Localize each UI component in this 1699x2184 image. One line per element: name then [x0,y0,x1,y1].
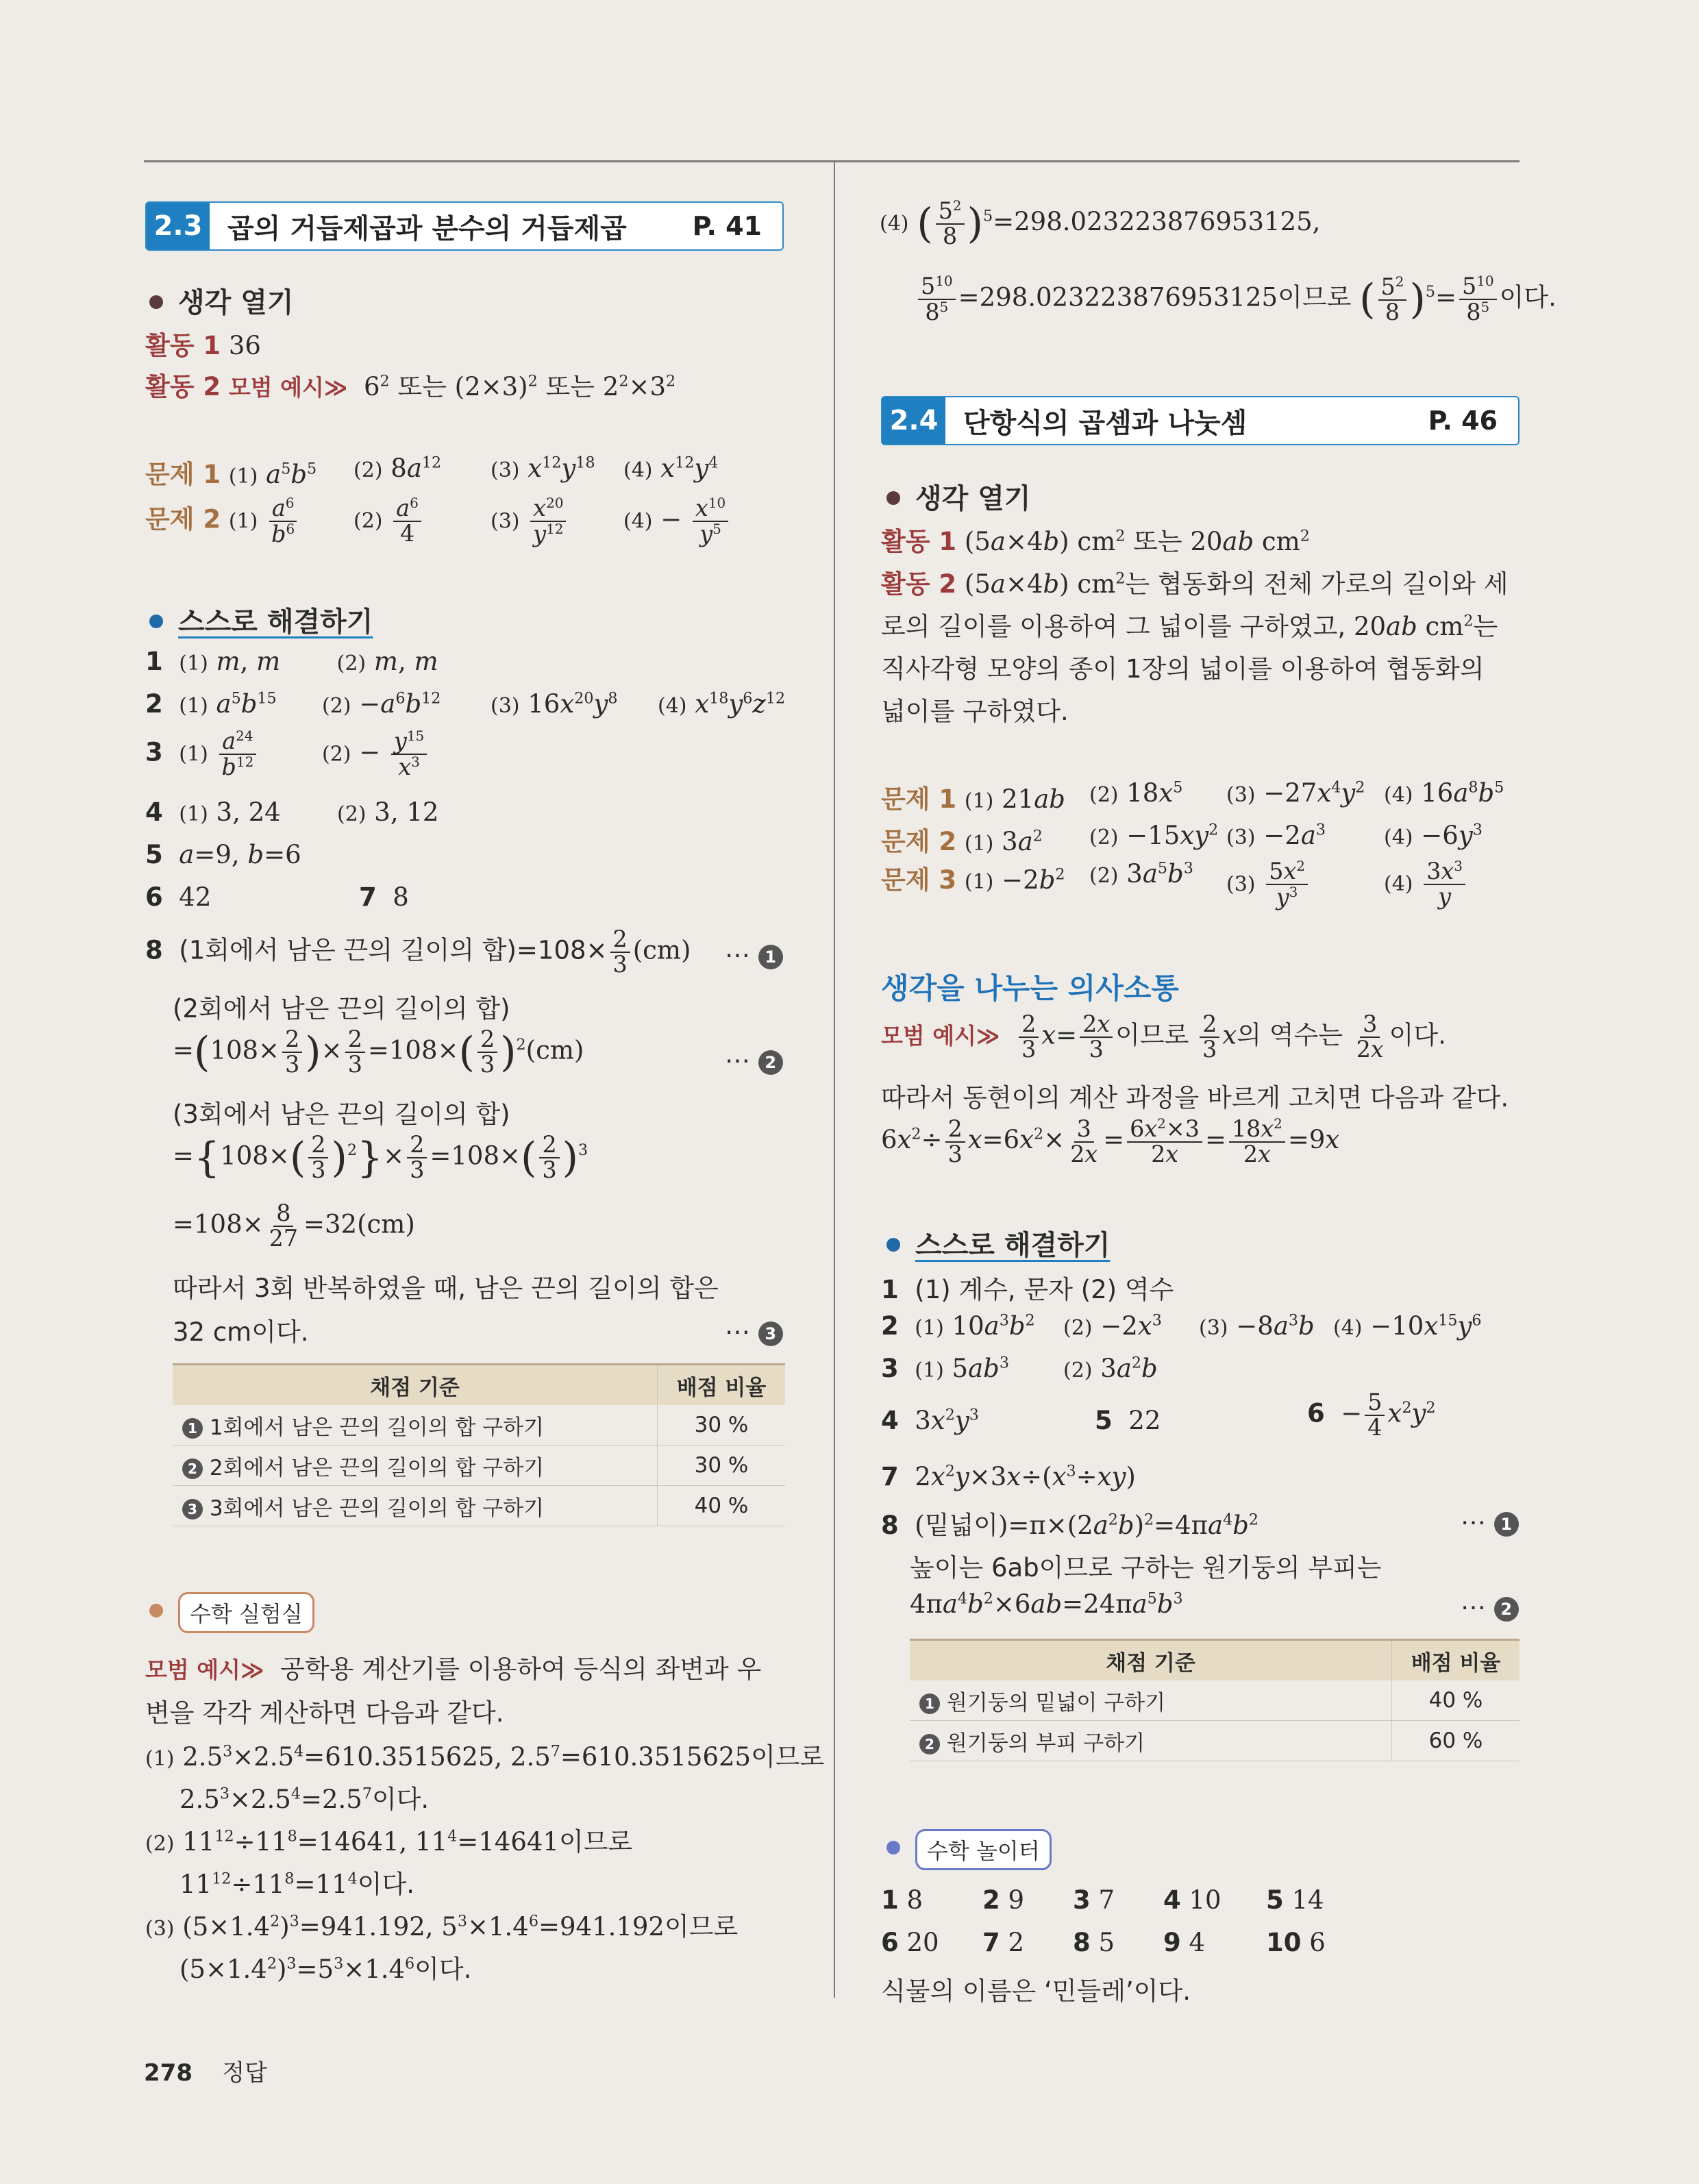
math-lab-line2: 변을 각각 계산하면 다음과 같다. [145,1698,504,1728]
play-answer: 10 6 [1266,1928,1326,1957]
play-answer: 4 10 [1163,1885,1221,1915]
math-lab-3b: $(5\times 1.4^2)^3=5^3\times 1.4^6$이다. [179,1955,472,1984]
self-solve-heading-right: 스스로 해결하기 [886,1224,1110,1263]
problem-2-4: (4) − $\frac{x^{10}}{y^5}$ [623,496,731,547]
marker-2: ⋯ 2 [725,1045,783,1075]
answer-r7: 7 $2x^2y\times 3x\div(x^3\div xy)$ [881,1462,1136,1491]
top-rule [144,160,836,162]
communication-heading: 생각을 나누는 의사소통 [881,971,1179,1005]
activity-2-right-4: 넓이를 구하였다. [881,697,1069,726]
answer-r6: 6 − $\frac{5}{4}$ $x^2y^2$ [1307,1389,1436,1441]
math-lab-1b: $2.5^3\times 2.5^4=2.5^7$이다. [179,1785,430,1814]
math-lab-1: (1) $2.5^3\times 2.5^4=610.3515625$, $2.5^7=610.3515625$이므로 [145,1742,825,1772]
table-row: 1 원기둥의 밑넓이 구하기 40 % [910,1680,1520,1721]
criteria-header: 채점 기준 [173,1365,658,1406]
answer-8-conclusion-2: 32 cm이다. [173,1317,309,1347]
play-final: 식물의 이름은 ‘민들레’이다. [881,1976,1191,2006]
answer-2: 2 (1) $a^5b^{15}$ [145,689,277,719]
activity-2: 활동 2 모범 예시≫ $6^2$ 또는 $(2\times 3)^2$ 또는 $2^2\times 3^2$ [145,372,676,401]
problem-2-right: 문제 2 (1) $3a^2$ [881,827,1043,856]
math-lab-4b: $\frac{5^{10}}{8^5}$ =298.023223876953125이므로 ( $\frac{5^2}{8}$ )$^5$= $\frac{5^{10}}{8^5}$ 이다. [915,274,1557,325]
answer-8-conclusion: 따라서 3회 반복하였을 때, 남은 끈의 길이의 합은 [173,1274,719,1303]
problem-1-2: (2) $8a^{12}$ [354,454,442,483]
bullet-icon [886,1841,900,1854]
problem-3-right-3: (3) $\frac{5x^2}{y^3}$ [1226,859,1311,910]
answer-r2-4: $(4) -10x^{15}y^6$ [1333,1311,1482,1341]
problem-1-4: (4) $x^{12}y^4$ [623,454,719,483]
think-open-heading-right: 생각 열기 [886,477,1031,516]
answer-3-2: (2) − $\frac{y^{15}}{x^3}$ [322,729,430,780]
column-divider [834,162,835,1998]
activity-2-right: 활동 2 (5a×4b) $cm^2$는 협동화의 전체 가로의 길이와 세 [881,569,1509,599]
problem-3-right: 문제 3 $(1) -2b^2$ [881,865,1065,895]
marker-r1: ⋯ 1 [1461,1507,1519,1537]
marker-1: ⋯ 1 [725,940,783,969]
answer-r3: 3 (1) $5ab^3$ [881,1354,1009,1383]
answer-r4: 4 $3x^2y^3$ [881,1406,979,1435]
section-number: 2.3 [147,203,210,249]
answer-2-4: (4) $x^{18}y^6z^{12}$ [658,689,786,719]
answer-r5: 5 22 [1095,1406,1161,1435]
section-header-2-3 [145,201,784,251]
activity-1-right: 활동 1 (5a×4b) $cm^2$ 또는 20ab $cm^2$ [881,527,1310,556]
answer-8-step4: =108× $\frac{8}{27}$ =32(cm) [173,1200,415,1252]
section-title: 곱의 거듭제곱과 분수의 거듭제곱 [227,212,627,245]
play-answer: 6 20 [881,1928,939,1957]
footer-label: 정답 [222,2059,267,2087]
ratio-header: 배점 비율 [658,1365,786,1406]
section-header-2-4 [881,396,1520,445]
problem-1-right-2: (2) $18x^5$ [1089,778,1183,808]
communication-line2: 따라서 동현이의 계산 과정을 바르게 고치면 다음과 같다. [881,1083,1509,1113]
answer-8-step1: 8 (1회에서 남은 끈의 길이의 합)=108× $\frac{2}{3}$ (cm) [145,926,691,978]
communication-expr: $6x^2\div$ $\frac{2}{3}$ $x=6x^2\times$ $\frac{3}{2x}$ = $\frac{6x^2\times 3}{2x}$ = $\frac{18x^2}{2x}$ =9x [881,1115,1340,1168]
problem-2: 문제 2 (1) $\frac{a^6}{b^6}$ [145,496,300,547]
answer-4: 4 (1) 3, 24 (2) 3, 12 [145,797,439,827]
math-playground-heading: 수학 놀이터 [886,1829,1052,1870]
answer-3: 3 (1) $\frac{a^{24}}{b^{12}}$ [145,729,259,780]
answer-r2: 2 (1) $10a^3b^2$ [881,1311,1035,1341]
table-row: 1 1회에서 남은 끈의 길이의 합 구하기 30 % [173,1405,785,1445]
activity-1: 활동 1 36 [145,331,261,360]
answer-r8-3: $4\pi a^4b^2\times 6ab=24\pi a^5b^3$ [910,1589,1183,1619]
play-answer: 7 2 [982,1928,1025,1957]
self-solve-heading: 스스로 해결하기 [149,600,373,639]
math-lab-heading: 수학 실험실 [149,1592,314,1633]
play-row-1: 1 8 [881,1885,923,1915]
bullet-icon [149,615,163,628]
math-lab-2b: $11^{12}\div 11^8=11^4$이다. [179,1870,415,1899]
answer-8-step3: (3회에서 남은 끈의 길이의 합) [173,1100,510,1129]
problem-3-right-4: (4) $\frac{3x^3}{y}$ [1384,859,1468,909]
answer-1: 1 (1) m, m (2) m, m [145,647,438,676]
answer-7: 7 8 [359,882,409,912]
table-row: 2 원기둥의 부피 구하기 60 % [910,1721,1520,1761]
top-rule-right [834,160,1520,162]
scoring-table-left [173,1363,785,1526]
math-lab-2: (2) $11^{12}\div 11^8=14641$, $11^4=14641$이므로 [145,1827,633,1857]
marker-3: ⋯ 3 [725,1317,783,1346]
play-answer: 5 14 [1266,1885,1324,1915]
activity-2-right-2: 로의 길이를 이용하여 그 넓이를 구하였고, 20ab $cm^2$는 [881,612,1498,641]
problem-3-right-2: (2) $3a^5b^3$ [1089,859,1193,889]
bullet-icon [886,491,900,505]
section-title: 단항식의 곱셈과 나눗셈 [963,407,1248,439]
table-row: 2 2회에서 남은 끈의 길이의 합 구하기 30 % [173,1445,785,1486]
problem-1-3: (3) $x^{12}y^{18}$ [491,454,595,483]
play-answer: 2 9 [982,1885,1025,1915]
play-answer: 8 5 [1073,1928,1115,1957]
activity-2-right-3: 직사각형 모양의 종이 1장의 넓이를 이용하여 협동화의 [881,654,1485,684]
answer-6: 6 42 [145,882,212,912]
problem-2-right-4: $(4) -6y^3$ [1384,821,1483,850]
think-open-heading: 생각 열기 [149,281,294,320]
answer-2-3: (3) $16x^{20}y^8$ [491,689,618,719]
section-page: P. 46 [1428,406,1498,436]
play-answer: 9 4 [1163,1928,1206,1957]
answer-8-step2: (2회에서 남은 끈의 길이의 합) [173,994,510,1023]
problem-2-right-3: $(3) -2a^3$ [1226,821,1326,850]
bullet-icon [886,1238,900,1252]
answer-r2-3: $(3) -8a^3b$ [1199,1311,1315,1341]
answer-8-step3-expr: ={108×( $\frac{2}{3}$ )$^2$}× $\frac{2}{3}$ =108×( $\frac{2}{3}$ )$^3$ [173,1131,588,1183]
answer-8-step2-expr: =(108× $\frac{2}{3}$ )× $\frac{2}{3}$ =108×( $\frac{2}{3}$ )$^2$(cm) [173,1026,584,1078]
problem-1-right: 문제 1 (1) 21ab [881,784,1065,814]
page-footer [144,2054,267,2087]
answer-r1: 1 (1) 계수, 문자 (2) 역수 [881,1275,1174,1304]
bullet-icon [149,1604,163,1617]
problem-1: 문제 1 (1) $a^5b^5$ [145,460,317,489]
math-lab-4: (4) ( $\frac{5^2}{8}$ )$^5$=298.023223876953125, [880,197,1321,250]
problem-1-right-3: $(3) -27x^4y^2$ [1226,778,1365,808]
section-page: P. 41 [692,211,762,241]
bullet-icon [149,295,163,309]
table-row: 3 3회에서 남은 끈의 길이의 합 구하기 40 % [173,1486,785,1526]
answer-5: 5 a=9, b=6 [145,840,301,869]
math-lab-line1: 모범 예시≫ 공학용 계산기를 이용하여 등식의 좌변과 우 [145,1654,762,1684]
answer-r8-2: 높이는 6ab이므로 구하는 원기둥의 부피는 [910,1553,1382,1583]
problem-1-right-4: (4) $16a^8b^5$ [1384,778,1504,808]
scoring-table-right [910,1639,1520,1761]
play-answer: 3 7 [1073,1885,1115,1915]
page-number: 278 [144,2059,193,2087]
answer-r3-2: (2) $3a^2b$ [1063,1354,1158,1383]
problem-2-3: (3) $\frac{x^{20}}{y^{12}}$ [491,496,569,547]
problem-2-2: (2) $\frac{a^6}{4}$ [354,496,424,546]
marker-r2: ⋯ 2 [1461,1592,1519,1622]
problem-2-right-2: $(2) -15xy^2$ [1089,821,1219,850]
answer-r8: 8 (밑넓이)$=\pi\times(2a^2b)^2=4\pi a^4b^2$ [881,1511,1258,1540]
communication-line1: 모범 예시≫ $\frac{2}{3}$ x= $\frac{2x}{3}$ 이므로 $\frac{2}{3}$ x의 역수는 $\frac{3}{2x}$ 이다. [881,1010,1446,1063]
section-number: 2.4 [882,397,945,444]
answer-2-2: $(2) -a^6b^{12}$ [322,689,441,719]
ratio-header: 배점 비율 [1392,1640,1520,1681]
answer-r2-2: $(2) -2x^3$ [1063,1311,1162,1341]
math-lab-3: (3) $(5\times 1.4^2)^3=941.192$, $5^3\times 1.4^6=941.192$이므로 [145,1912,739,1941]
criteria-header: 채점 기준 [910,1640,1392,1681]
